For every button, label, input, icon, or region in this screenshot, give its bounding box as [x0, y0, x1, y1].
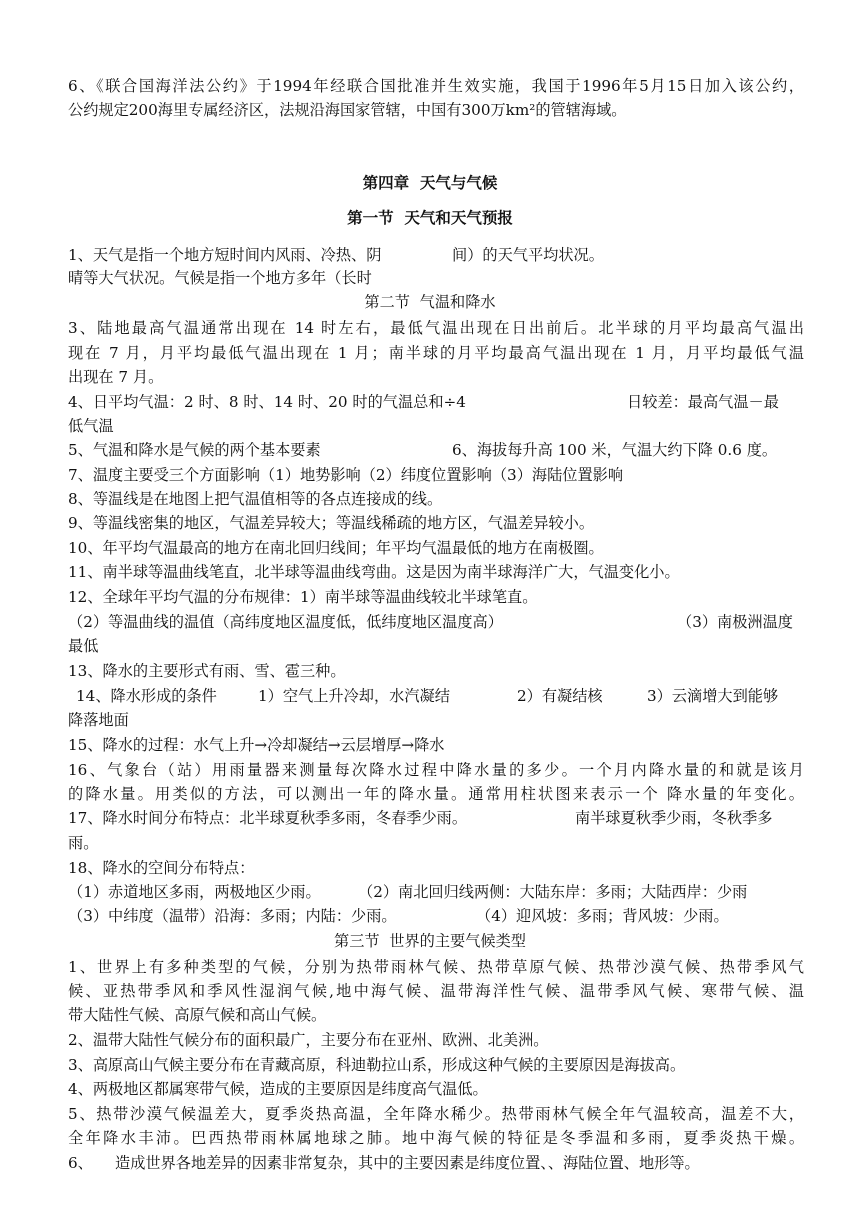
s2-item-13: 13、降水的主要形式有雨、雪、雹三种。 — [68, 662, 346, 680]
s2-item-15: 15、降水的过程：水气上升→冷却凝结→云层增厚→降水 — [68, 736, 445, 754]
s3-item-1-line-3: 带大陆性气候、高原气候和高山气候。 — [68, 1006, 327, 1024]
s2-item-4c: 低气温 — [68, 417, 114, 435]
s3-item-3: 3、高原高山气候主要分布在青藏高原，科迪勒拉山系，形成这种气候的主要原因是海拔高。 — [68, 1056, 686, 1074]
s2-item-11: 11、南半球等温曲线笔直，北半球等温曲线弯曲。这是因为南半球海洋广大，气温变化小。 — [68, 563, 680, 581]
s2-item-4b: 日较差：最高气温－最 — [627, 393, 779, 411]
s2-item-14b: 1）空气上升冷却，水汽凝结 — [258, 687, 450, 705]
s3-item-5-line-1: 5、热带沙漠气候温差大，夏季炎热高温，全年降水稀少。热带雨林气候全年气温较高，温差不大， — [68, 1105, 804, 1123]
s3-item-5-line-2: 全年降水丰沛。巴西热带雨林属地球之肺。地中海气候的特征是冬季温和多雨，夏季炎热干燥。 — [68, 1129, 804, 1147]
section-2-title: 第二节 气温和降水 — [364, 293, 496, 311]
s2-item-3-line-1: 3、陆地最高气温通常出现在 14 时左右，最低气温出现在日出前后。北半球的月平均最高气温出 — [68, 319, 804, 337]
s2-item-4a: 4、日平均气温：2 时、8 时、14 时、20 时的气温总和÷4 — [68, 393, 466, 411]
s3-item-6-text: 造成世界各地差异的因素非常复杂，其中的主要因素是纬度位置、、海陆位置、地形等。 — [115, 1154, 700, 1172]
s2-item-12d: 最低 — [68, 637, 99, 655]
s2-item-18a: （1）赤道地区多雨，两极地区少雨。 — [68, 883, 321, 901]
s2-item-18b: （2）南北回归线两侧：大陆东岸：多雨；大陆西岸：少雨 — [358, 883, 748, 901]
s2-item-14c: 2）有凝结核 — [517, 687, 603, 705]
s2-item-10: 10、年平均气温最高的地方在南北回归线间；年平均气温最低的地方在南极圈。 — [68, 539, 604, 557]
s3-item-1-line-1: 1、世界上有多种类型的气候，分别为热带雨林气候、热带草原气候、热带沙漠气候、热带季风气 — [68, 958, 804, 976]
s2-item-16-line-1: 16、气象台（站）用雨量器来测量每次降水过程中降水量的多少。一个月内降水量的和就是该月 — [68, 761, 804, 779]
s2-item-9: 9、等温线密集的地区，气温差异较大；等温线稀疏的地方区，气温差异较小。 — [68, 514, 595, 532]
chapter-title: 第四章 天气与气候 — [362, 174, 498, 192]
s3-item-2: 2、温带大陆性气候分布的面积最广，主要分布在亚州、欧洲、北美洲。 — [68, 1031, 549, 1049]
s3-item-1-line-2: 候、亚热带季风和季风性湿润气候,地中海气候、温带海洋性气候、温带季风气候、寒带气候、温 — [68, 982, 804, 1000]
section-3-title: 第三节 世界的主要气候类型 — [334, 932, 526, 950]
s2-item-14a: 14、降水形成的条件 — [76, 687, 217, 705]
s1-item-1a: 1、天气是指一个地方短时间内风雨、冷热、阴 — [68, 246, 382, 264]
s2-item-17c: 雨。 — [68, 834, 99, 852]
s2-item-12b: （2）等温曲线的温值（高纬度地区温度低，低纬度地区温度高） — [68, 613, 503, 631]
s2-item-18: 18、降水的空间分布特点： — [68, 859, 255, 877]
s2-item-7: 7、温度主要受三个方面影响（1）地势影响（2）纬度位置影响（3）海陆位置影响 — [68, 466, 624, 484]
s2-item-5: 5、气温和降水是气候的两个基本要素 — [68, 441, 321, 459]
s2-item-18d: （4）迎风坡：多雨；背风坡：少雨。 — [476, 907, 729, 925]
s2-item-12: 12、全球年平均气温的分布规律：1）南半球等温曲线较北半球笔直。 — [68, 588, 538, 606]
s2-item-12c: （3）南极洲温度 — [677, 613, 793, 631]
s2-item-17b: 南半球夏秋季少雨，冬秋季多 — [575, 809, 773, 827]
s2-item-16-line-2: 的降水量。用类似的方法，可以测出一年的降水量。通常用柱状图来表示一个 降水量的年变化。 — [68, 785, 804, 803]
s1-item-1-line-2: 晴等大气状况。气候是指一个地方多年（长时 — [68, 269, 372, 287]
s2-item-14e: 降落地面 — [68, 711, 129, 729]
s2-item-6: 6、海拔每升高 100 米，气温大约下降 0.6 度。 — [452, 441, 778, 459]
s2-item-8: 8、等温线是在地图上把气温值相等的各点连接成的线。 — [68, 490, 443, 508]
s2-item-17a: 17、降水时间分布特点：北半球夏秋季多雨，冬春季少雨。 — [68, 809, 468, 827]
item-6-line-2: 公约规定200海里专属经济区，法规沿海国家管辖，中国有300万km²的管辖海域。 — [68, 101, 627, 119]
s2-item-14d: 3）云滴增大到能够 — [647, 687, 779, 705]
s3-item-4: 4、两极地区都属寒带气候，造成的主要原因是纬度高气温低。 — [68, 1080, 488, 1098]
s3-item-6-number: 6、 — [68, 1154, 93, 1172]
s1-item-1b: 间）的天气平均状况。 — [452, 246, 604, 264]
item-6-line-1: 6、《联合国海洋法公约》于1994年经联合国批准并生效实施，我国于1996年5月15日加入该公约， — [68, 77, 804, 95]
s2-item-3-line-2: 现在 7 月，月平均最低气温出现在 1 月；南半球的月平均最高气温出现在 1 月，月平均最低气温 — [68, 344, 804, 362]
s2-item-3-line-3: 出现在 7 月。 — [68, 368, 164, 386]
s2-item-18c: （3）中纬度（温带）沿海：多雨；内陆：少雨。 — [68, 907, 397, 925]
section-1-title: 第一节 天气和天气预报 — [347, 209, 513, 227]
